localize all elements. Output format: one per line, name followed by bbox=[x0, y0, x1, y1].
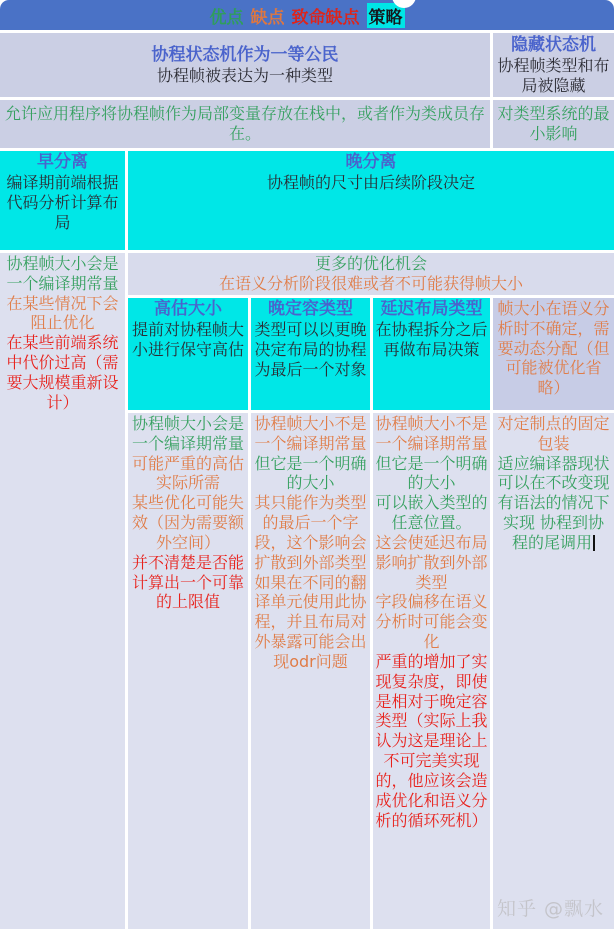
text-block-bad: 如果在不同的翻译单元使用此协程，并且布局对外暴露可能会出现odr问题 bbox=[254, 572, 367, 671]
hidden-subtitle: 协程帧类型和布局被隐藏 bbox=[497, 55, 610, 95]
cell-late-split-header bbox=[128, 151, 614, 250]
text-block-bad: 某些优化可能失效（因为需要额外空间） bbox=[131, 493, 244, 552]
strategy-late-sized-subtitle: 类型可以以更晚决定布局的协程为最后一个对象 bbox=[254, 320, 367, 379]
text-block-good: 可以在不改变现有语法的情况下实现 协程到协程的尾调用 bbox=[497, 473, 610, 552]
strategy-overestimate-subtitle: 提前对协程帧大小进行保守高估 bbox=[131, 320, 244, 359]
text-block-bad: 这会使延迟布局影响扩散到外部类型 bbox=[375, 532, 488, 592]
text-block-good: 适应编译器现状 bbox=[497, 453, 610, 473]
text-block-bad: 可能严重的高估实际所需 bbox=[131, 453, 244, 493]
text-block-bad: 帧大小在语义分析时不确定，需要动态分配（但可能被优化省略） bbox=[497, 299, 610, 398]
text-block-good: 协程帧大小会是一个编译期常量 bbox=[131, 414, 244, 453]
text-block-good: 但它是一个明确的大小 bbox=[375, 453, 488, 493]
legend-bar bbox=[0, 0, 614, 30]
cell-first-class-pro bbox=[0, 100, 490, 148]
cell-dynamic-alloc-body[interactable] bbox=[493, 413, 614, 929]
cell-hidden-header bbox=[493, 33, 614, 97]
late-split-subtitle: 协程帧的尺寸由后续阶段决定 bbox=[266, 173, 475, 193]
text-block-bad: 在某些情况下会阻止优化 bbox=[6, 293, 119, 333]
zhihu-watermark: 知乎 @飘水 bbox=[496, 898, 604, 920]
strategy-late-sized-title: 晚定容类型 bbox=[268, 299, 353, 319]
cell-strategy-deferred-layout-header bbox=[373, 298, 490, 410]
cell-strategy-deferred-layout-body bbox=[373, 413, 490, 929]
hidden-title: 隐藏状态机 bbox=[511, 34, 596, 55]
text-block-good: 但它是一个明确的大小 bbox=[254, 453, 367, 493]
text-block-good: 对类型系统的最小影响 bbox=[497, 104, 610, 143]
text-block-bad: 对定制点的固定包装 bbox=[497, 414, 610, 453]
cell-early-split-header bbox=[0, 151, 125, 250]
text-block-fatal: 严重的增加了实现复杂度，即使是相对于晚定容类型（实际上我认为这是理论上不可完美实现的，他应该会造成优化和语义分析的循环死机） bbox=[375, 651, 488, 830]
text-block-good: 协程帧大小会是一个编译期常量 bbox=[6, 254, 119, 293]
cell-strategy-late-sized-body bbox=[251, 413, 370, 929]
strategy-deferred-layout-title: 延迟布局类型 bbox=[380, 299, 483, 319]
cell-strategy-overestimate-header bbox=[128, 298, 248, 410]
legend-item-pros: 优点 bbox=[209, 7, 244, 28]
cell-hidden-pro bbox=[493, 100, 614, 148]
cell-dynamic-alloc-note bbox=[493, 298, 614, 410]
legend-item-strategy: 策略 bbox=[367, 3, 405, 28]
late-split-title: 晚分离 bbox=[345, 152, 397, 172]
legend-item-cons: 缺点 bbox=[250, 7, 285, 28]
cell-first-class-header bbox=[0, 33, 490, 97]
first-class-subtitle: 协程帧被表达为一种类型 bbox=[156, 65, 333, 85]
cell-early-split-body bbox=[0, 253, 125, 929]
strategy-deferred-layout-subtitle: 在协程拆分之后再做布局决策 bbox=[375, 320, 488, 359]
text-caret bbox=[593, 535, 595, 551]
cell-strategy-late-sized-header bbox=[251, 298, 370, 410]
text-block-good: 更多的优化机会 bbox=[314, 254, 427, 273]
text-block-fatal: 在某些前端系统中代价过高（需要大规模重新设计） bbox=[6, 333, 119, 412]
text-block-bad: 其只能作为类型的最后一个字段，这个影响会扩散到外部类型 bbox=[254, 493, 367, 572]
text-block-bad: 字段偏移在语义分析时可能会变化 bbox=[375, 592, 488, 652]
text-block-bad: 在语义分析阶段很难或者不可能获得帧大小 bbox=[218, 273, 523, 293]
text-block-good: 允许应用程序将协程帧作为局部变量存放在栈中，或者作为类成员存在。 bbox=[4, 104, 485, 143]
text-block-bad: 协程帧大小不是一个编译期常量 bbox=[375, 414, 488, 453]
cell-strategy-overestimate-body bbox=[128, 413, 248, 929]
text-block-good: 可以嵌入类型的任意位置。 bbox=[375, 493, 488, 533]
text-block-bad: 协程帧大小不是一个编译期常量 bbox=[254, 414, 367, 453]
early-split-title: 早分离 bbox=[37, 152, 88, 172]
text-block-fatal: 并不清楚是否能计算出一个可靠的上限值 bbox=[131, 552, 244, 612]
strategy-overestimate-title: 高估大小 bbox=[154, 299, 222, 319]
legend-item-fatal-cons: 致命缺点 bbox=[291, 7, 360, 28]
early-split-subtitle: 编译期前端根据代码分析计算布局 bbox=[6, 173, 119, 232]
comparison-table bbox=[0, 33, 614, 929]
first-class-title: 协程状态机作为一等公民 bbox=[151, 44, 339, 65]
cell-late-split-pros bbox=[128, 253, 614, 295]
